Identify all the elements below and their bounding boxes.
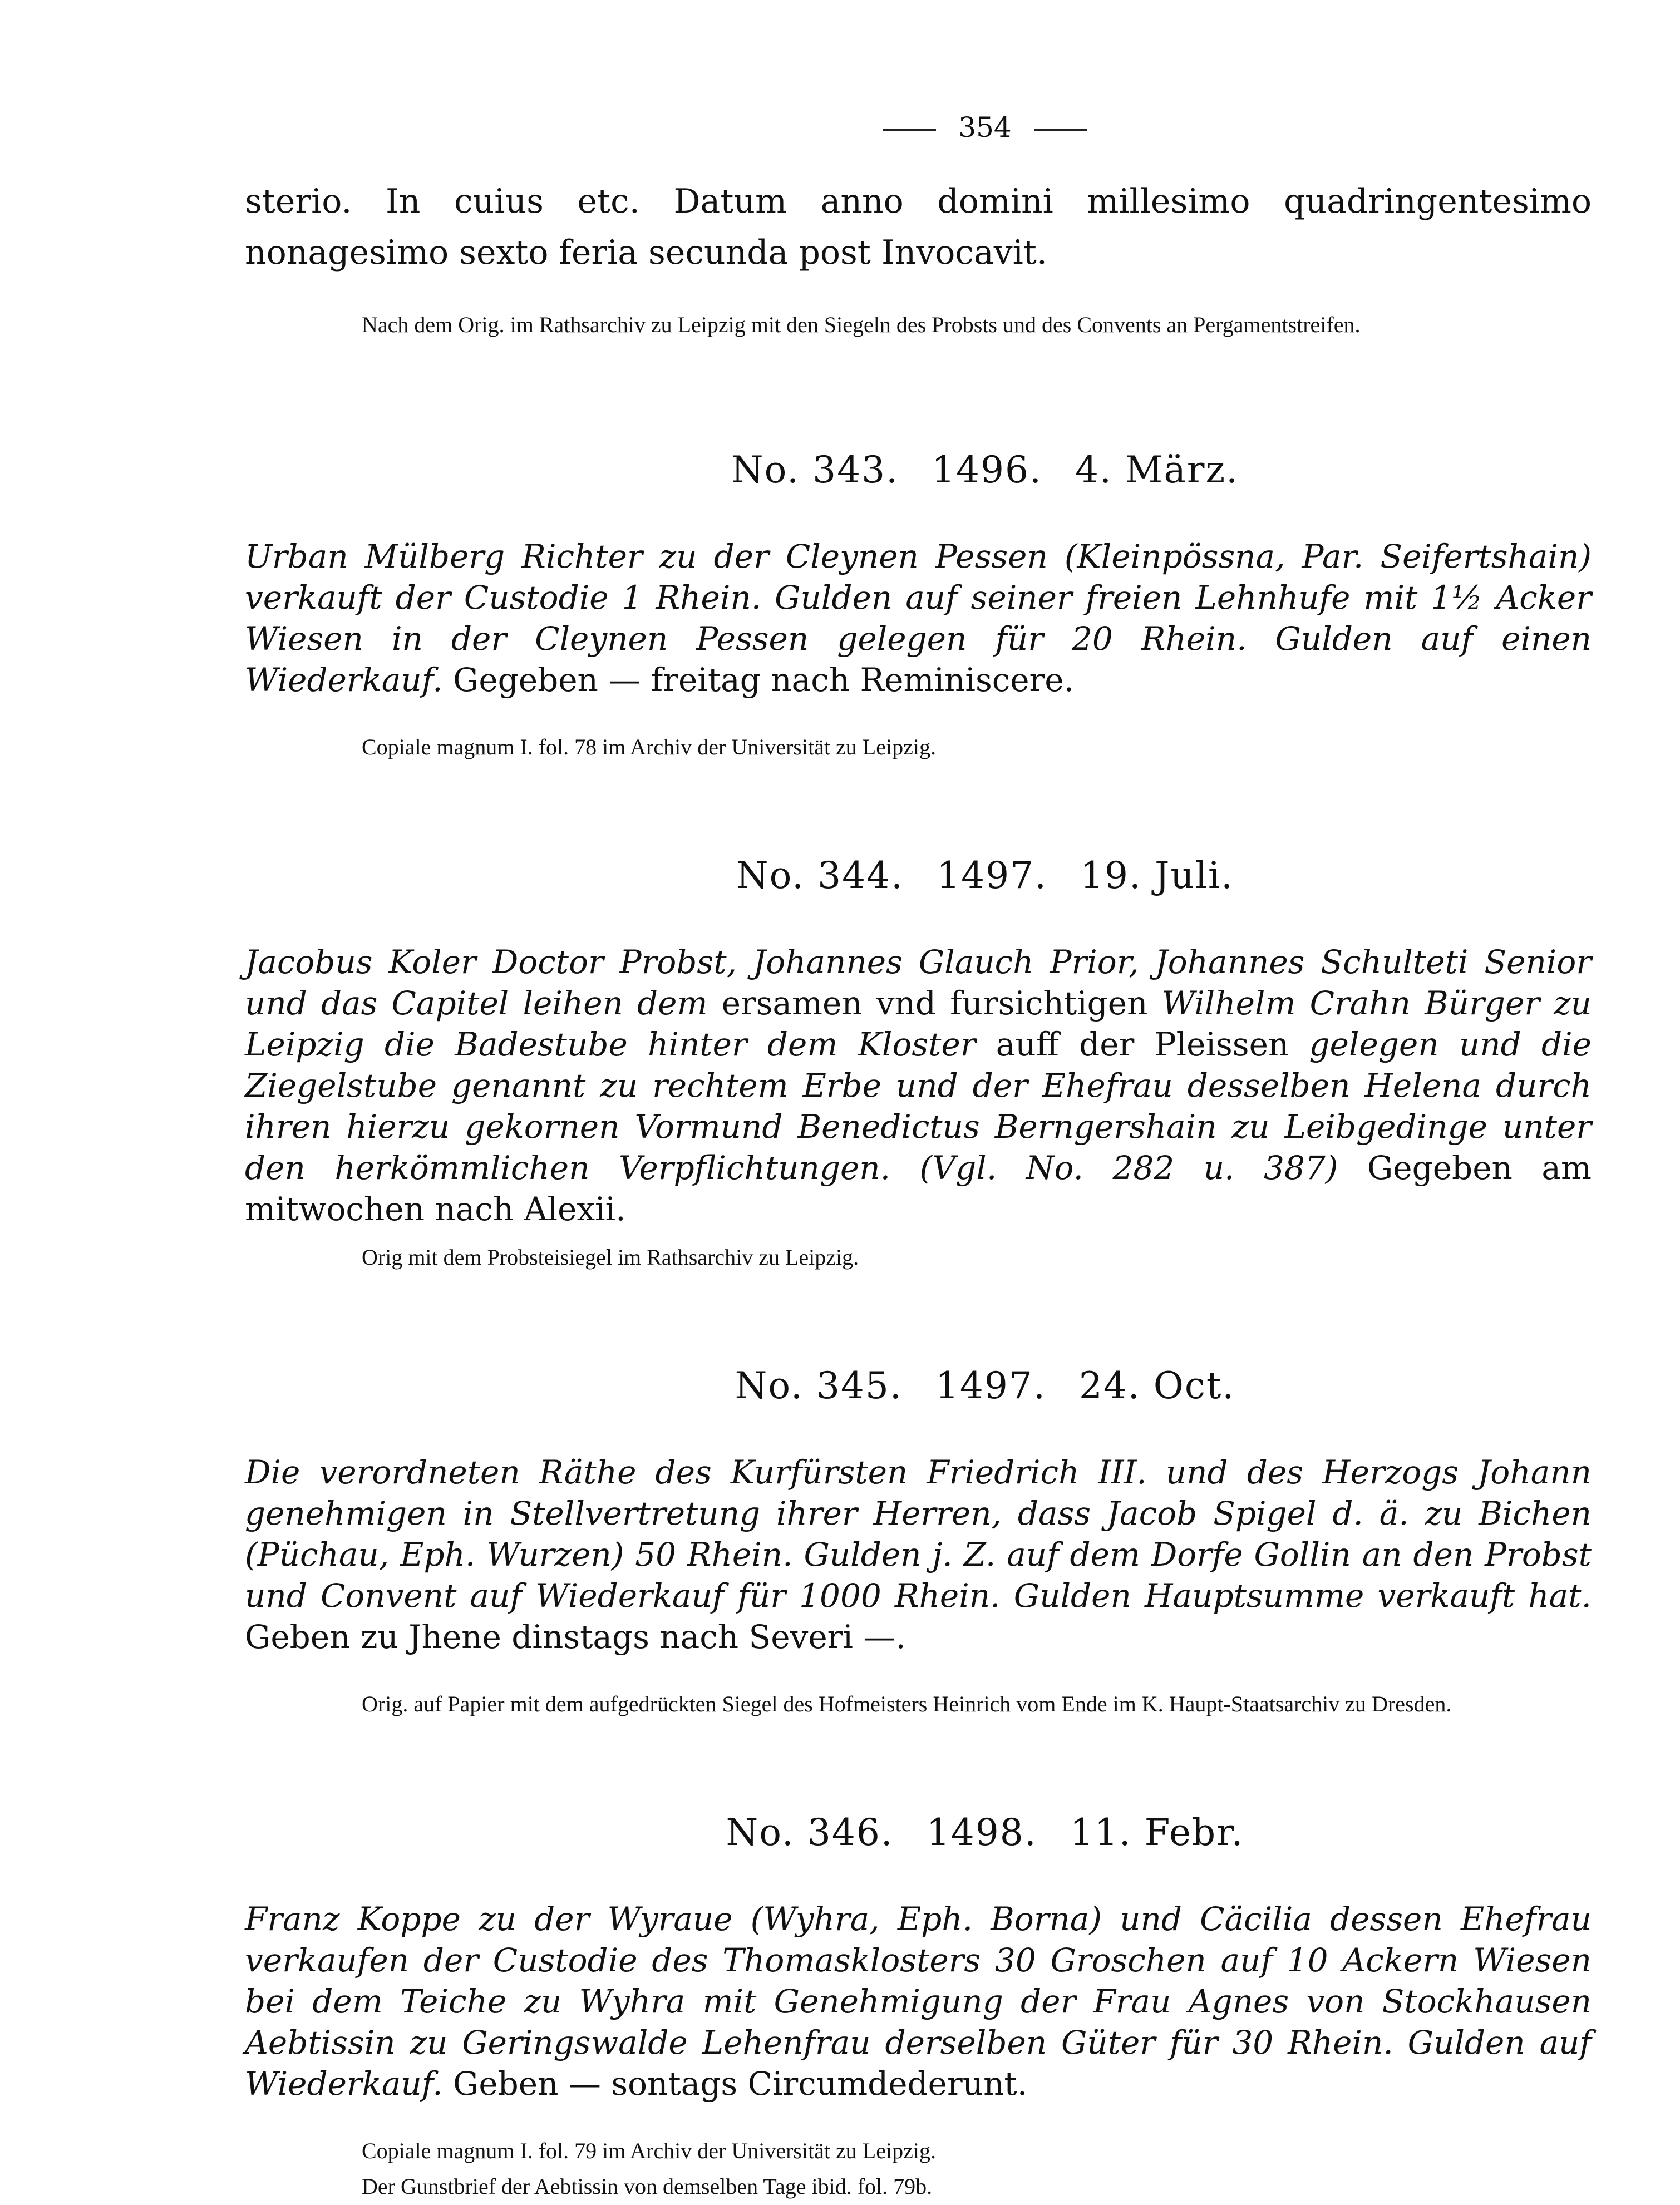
entry-346-regest bbox=[245, 1898, 1592, 2104]
entry-year: 1496. bbox=[932, 448, 1042, 491]
regest-plain-mid-2: auff der Pleissen bbox=[996, 1025, 1289, 1063]
entry-number: No. 345. bbox=[735, 1364, 903, 1407]
entry-346-heading bbox=[312, 1811, 1658, 1854]
entry-date: 4. März. bbox=[1075, 448, 1239, 491]
entry-343-regest bbox=[245, 536, 1592, 701]
page-number-text: 354 bbox=[958, 111, 1012, 144]
regest-plain: Geben — sontags Circumdederunt. bbox=[453, 2065, 1028, 2103]
regest-plain: Gegeben am mitwochen nach Alexii. bbox=[245, 1149, 1592, 1228]
page-number-rule-left bbox=[883, 129, 936, 131]
intro-note: Nach dem Orig. im Rathsarchiv zu Leipzig mit den Siegeln des Probsts und des Convents an Pergamentstreifen. bbox=[362, 312, 1361, 337]
entry-346-note-1: Copiale magnum I. fol. 79 im Archiv der Universität zu Leipzig. bbox=[362, 2138, 936, 2163]
entry-344-note: Orig mit dem Probsteisiegel im Rathsarchiv zu Leipzig. bbox=[362, 1245, 859, 1270]
entry-date: 19. Juli. bbox=[1080, 854, 1234, 897]
regest-italic: Urban Mülberg Richter zu der Cleynen Pessen (Kleinpössna, Par. Seifertshain) verkauft der Custodie 1 Rhein. Gulden auf seiner freien Lehnhufe mit 1½ Acker Wiesen in der Cleynen Pessen gelegen für 20 Rhein. Gulden auf einen Wiederkauf. bbox=[245, 537, 1592, 699]
entry-343-note: Copiale magnum I. fol. 78 im Archiv der Universität zu Leipzig. bbox=[362, 734, 936, 759]
entry-date: 24. Oct. bbox=[1078, 1364, 1235, 1407]
entry-number: No. 344. bbox=[736, 854, 904, 897]
entry-343-heading bbox=[312, 448, 1658, 491]
intro-text: sterio. In cuius etc. Datum anno domini millesimo quadringentesimo nonagesimo sexto feria secunda post Invocavit. bbox=[245, 182, 1592, 272]
regest-italic-2: Wilhelm Crahn Bürger zu Leipzig die Badestube hinter dem Kloster bbox=[245, 984, 1592, 1063]
regest-italic-3: gelegen und die Ziegelstube genannt zu rechtem Erbe und der Ehefrau desselben Helena durch ihren hierzu gekornen Vormund Benedictus Berngershain zu Leibgedinge unter den herkömmlichen Verpflichtungen. (Vgl. No. 282 u. 387) bbox=[245, 1025, 1592, 1187]
regest-italic: Jacobus Koler Doctor Probst, Johannes Glauch Prior, Johannes Schulteti Senior und das Capitel leihen dem bbox=[245, 943, 1592, 1022]
entry-345-heading bbox=[312, 1364, 1658, 1407]
entry-345-regest bbox=[245, 1452, 1592, 1658]
document-page bbox=[245, 111, 1592, 2204]
entry-number: No. 346. bbox=[726, 1811, 894, 1854]
entry-year: 1497. bbox=[935, 1364, 1046, 1407]
entry-344-heading bbox=[312, 854, 1658, 897]
entry-345-note: Orig. auf Papier mit dem aufgedrückten Siegel des Hofmeisters Heinrich vom Ende im K. Haupt-Staatsarchiv zu Dresden. bbox=[362, 1691, 1452, 1716]
entry-344-regest bbox=[245, 941, 1592, 1230]
regest-italic: Die verordneten Räthe des Kurfürsten Friedrich III. und des Herzogs Johann genehmigen in Stellvertretung ihrer Herren, dass Jacob Spigel d. ä. zu Bichen (Püchau, Eph. Wurzen) 50 Rhein. Gulden j. Z. auf dem Dorfe Gollin an den Probst und Convent auf Wiederkauf für 1000 Rhein. Gulden Hauptsumme verkauft hat. bbox=[245, 1453, 1592, 1615]
regest-plain-mid: ersamen vnd fursichtigen bbox=[721, 984, 1148, 1022]
regest-plain: Geben zu Jhene dinstags nach Severi —. bbox=[245, 1618, 906, 1656]
regest-italic: Franz Koppe zu der Wyraue (Wyhra, Eph. Borna) und Cäcilia dessen Ehefrau verkaufen der Custodie des Thomasklosters 30 Groschen auf 10 Ackern Wiesen bei dem Teiche zu Wyhra mit Genehmigung der Frau Agnes von Stockhausen Aebtissin zu Geringswalde Lehenfrau derselben Güter für 30 Rhein. Gulden auf Wiederkauf. bbox=[245, 1900, 1592, 2103]
entry-date: 11. Febr. bbox=[1070, 1811, 1244, 1854]
entry-year: 1497. bbox=[937, 854, 1048, 897]
page-number-rule-right bbox=[1034, 129, 1087, 131]
entry-year: 1498. bbox=[926, 1811, 1037, 1854]
page-number bbox=[312, 111, 1658, 144]
entry-346-note-2: Der Gunstbrief der Aebtissin von demselben Tage ibid. fol. 79b. bbox=[362, 2174, 933, 2199]
regest-plain: Gegeben — freitag nach Reminiscere. bbox=[453, 661, 1075, 699]
entry-number: No. 343. bbox=[731, 448, 899, 491]
